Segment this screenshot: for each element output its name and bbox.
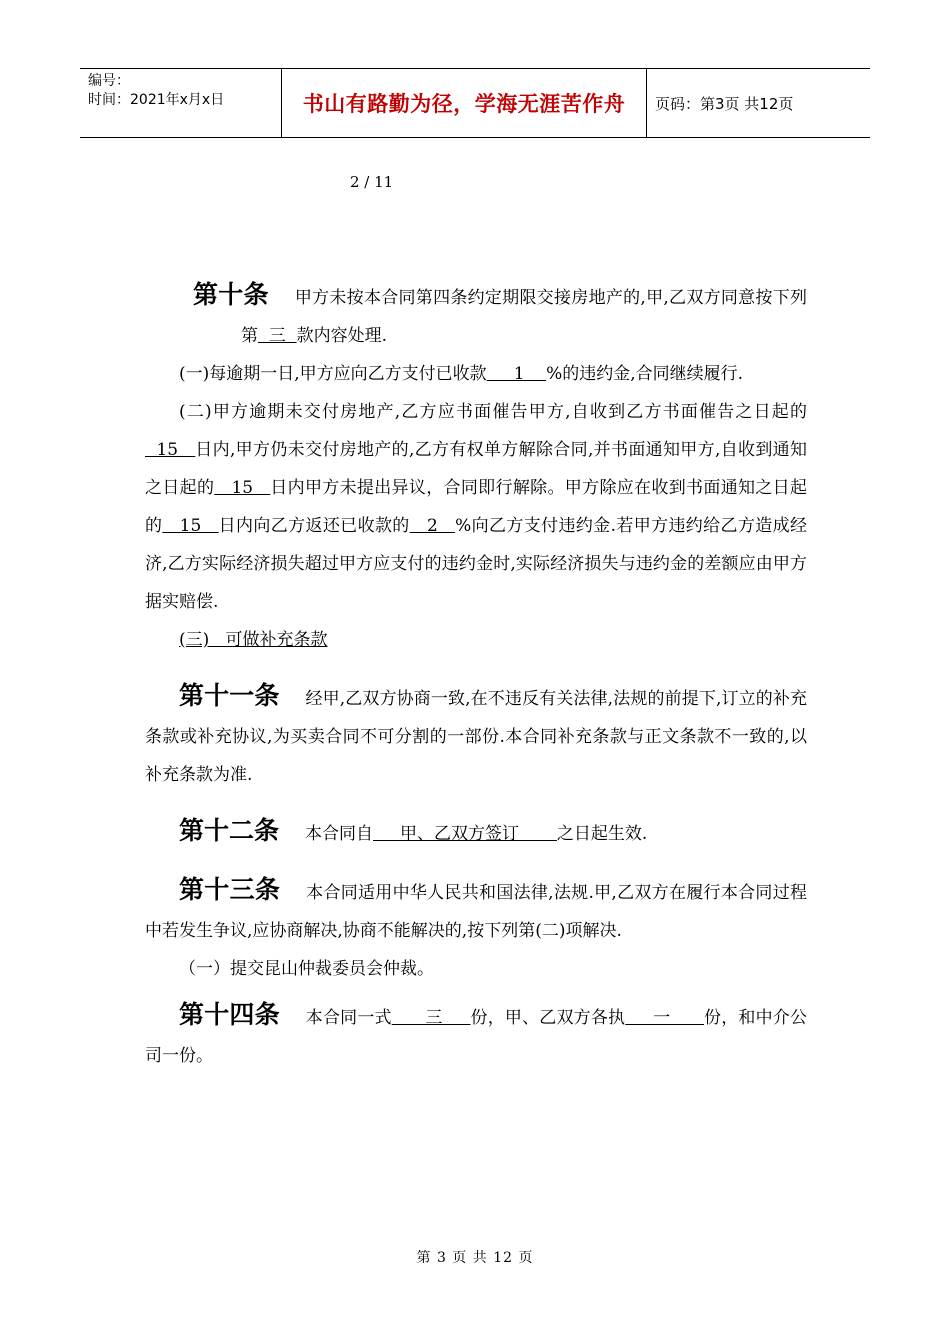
blank-field: 三 [391, 1008, 471, 1028]
article-14: 第十四条 本合同一式 三 份，甲、乙双方各执 一 份，和中介公司一份。 [145, 1000, 807, 1066]
header-motto: 书山有路勤为径，学海无涯苦作舟 [282, 69, 647, 137]
blank-field: 三 [258, 326, 297, 346]
article-12: 第十二条 本合同自 甲、乙双方签订 之日起生效. [179, 816, 648, 845]
blank-field: 15 [214, 478, 271, 498]
article-11: 第十一条 经甲,乙双方协商一致,在不违反有关法律,法规的前提下,订立的补充条款或补充协议,为买卖合同不可分割的一部份.本合同补充条款与正文条款不一致的,以补充条款为准. [145, 681, 807, 785]
article-10-item-3: (三) 可做补充条款 [179, 630, 328, 650]
header-meta [80, 69, 282, 137]
contract-body [145, 276, 807, 1075]
article-10-item-2: (二)甲方逾期未交付房地产,乙方应书面催告甲方,自收到乙方书面催告之日起的 15 日内,甲方仍未交付房地产的,乙方有权单方解除合同,并书面通知甲方,自收到通知之日起的 15 日内甲方未提出异议，合同即行解除。甲方除应在收到书面通知之日起的 15 日内向乙方返还已收款的 2 %向乙方支付违约金.若甲方违约给乙方造成经济,乙方实际经济损失超过甲方应支付的违约金时,实际经济损失与违约金的差额应由甲方据实赔偿. [145, 402, 808, 612]
article-10-title: 第十条 [193, 280, 269, 309]
number-label: 编号： [88, 73, 130, 89]
header-page-label: 页码：第3页 共12页 [655, 94, 794, 113]
blank-field: 15 [145, 440, 196, 460]
article-14-title: 第十四条 [179, 1000, 280, 1029]
blank-field: 甲、乙双方签订 [373, 824, 557, 844]
article-11-title: 第十一条 [179, 681, 280, 710]
article-12-title: 第十二条 [179, 816, 280, 845]
blank-field: 一 [625, 1008, 705, 1028]
page-indicator: 2 / 11 [350, 173, 394, 191]
time-label: 时间：2021年x月x日 [88, 92, 225, 108]
article-10: 第十条 甲方未按本合同第四条约定期限交接房地产的,甲,乙双方同意按下列第 三 款内容处理. [193, 280, 807, 346]
article-13-title: 第十三条 [179, 875, 281, 904]
blank-field: 2 [409, 516, 456, 536]
blank-field: 15 [162, 516, 219, 536]
article-13-item-1: （一）提交昆山仲裁委员会仲裁。 [179, 959, 434, 979]
article-10-item-1: (一)每逾期一日,甲方应向乙方支付已收款 1 %的违约金,合同继续履行. [179, 364, 744, 384]
article-13: 第十三条 本合同适用中华人民共和国法律,法规.甲,乙双方在履行本合同过程中若发生争议,应协商解决,协商不能解决的,按下列第(二)项解决. [145, 875, 807, 941]
page-header [80, 68, 870, 138]
blank-field: 1 [486, 364, 547, 384]
page-footer: 第 3 页 共 12 页 [416, 1250, 534, 1266]
